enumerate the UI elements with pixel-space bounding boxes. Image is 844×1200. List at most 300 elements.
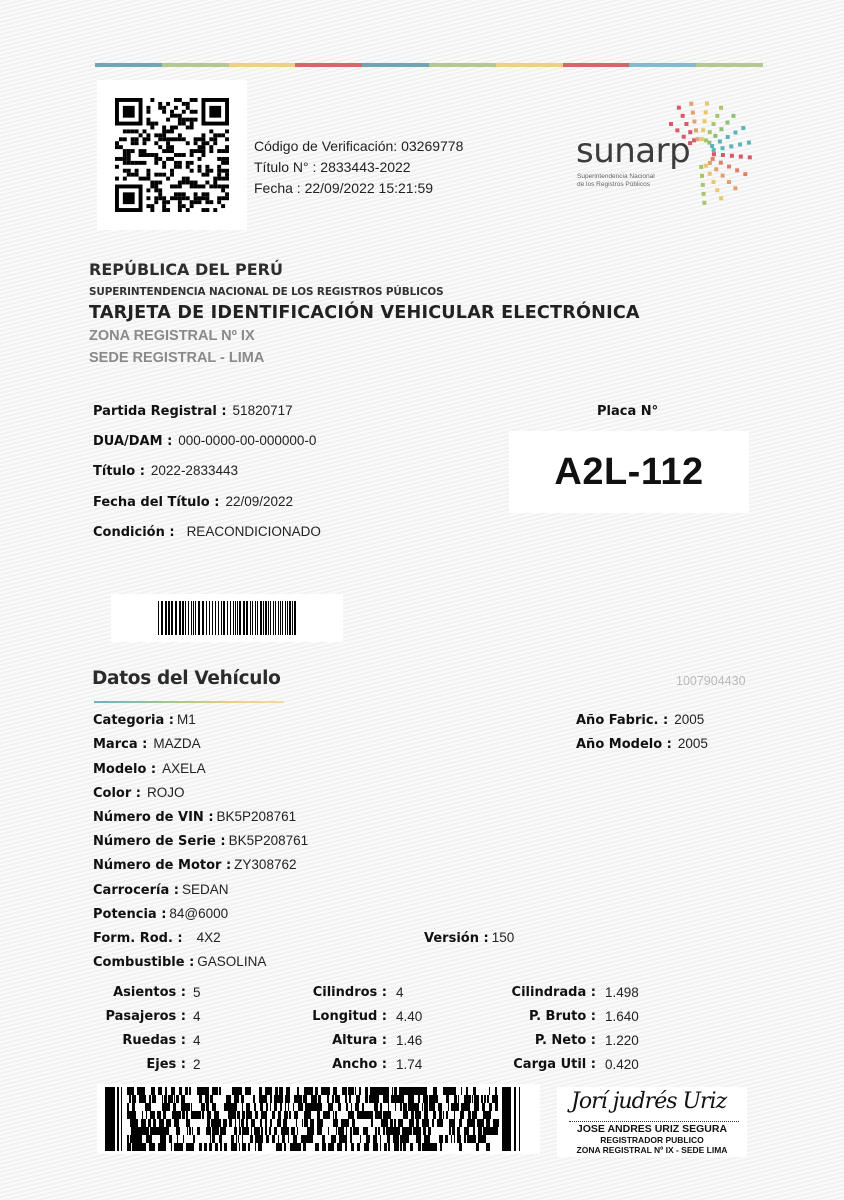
strip-segment [563, 63, 630, 67]
pdf-module [186, 1111, 188, 1119]
qr-module [178, 181, 182, 185]
pdf-module [255, 1143, 256, 1151]
qr-module [174, 126, 178, 130]
qr-module [201, 137, 205, 141]
pdf-module [168, 1095, 171, 1103]
pdf-module [208, 1127, 211, 1135]
pdf-module [476, 1143, 479, 1151]
pdf-module [276, 1095, 277, 1103]
pdf-module [414, 1087, 416, 1095]
pdf-module [423, 1095, 424, 1103]
vehicle-field [93, 833, 308, 849]
pdf-module [446, 1087, 449, 1095]
pdf-module [392, 1087, 393, 1095]
pdf-module [373, 1135, 374, 1143]
qr-module [131, 161, 135, 165]
pdf-module [406, 1135, 409, 1143]
pdf-module [419, 1135, 421, 1143]
pdf-module [135, 1095, 136, 1103]
pdf-module [228, 1111, 230, 1119]
qr-module [131, 149, 135, 153]
pdf-module [476, 1095, 479, 1103]
pdf-module [476, 1111, 477, 1119]
qr-code-icon [115, 98, 229, 212]
qr-module [135, 141, 139, 145]
pdf-module [171, 1095, 173, 1103]
pdf-module [278, 1135, 279, 1143]
field-label: Form. Rod. : [93, 931, 183, 946]
pdf-module [425, 1127, 426, 1135]
superintendencia-heading: SUPERINTENDENCIA NACIONAL DE LOS REGISTROS PÚBLICOS [89, 286, 444, 298]
pdf-module [154, 1143, 155, 1151]
spec-value [193, 1009, 201, 1025]
pdf-module [165, 1103, 167, 1111]
barcode-bar [263, 601, 264, 635]
pdf-module [285, 1119, 287, 1127]
pdf-module [127, 1087, 130, 1095]
pdf-module [349, 1095, 350, 1103]
pdf-module [336, 1087, 337, 1095]
pdf-module [346, 1087, 347, 1095]
qr-module [209, 169, 213, 173]
pdf-module [307, 1135, 309, 1143]
pdf-module [220, 1127, 222, 1135]
logo-subtitle [577, 173, 655, 189]
vehicle-field [93, 857, 296, 873]
field-label: Cilindrada : [511, 985, 596, 1000]
pdf-module [132, 1119, 133, 1127]
pdf-module [237, 1087, 239, 1095]
pdf417-barcode [97, 1084, 540, 1154]
pdf-module [171, 1087, 172, 1095]
pdf-module [135, 1111, 136, 1119]
qr-module [190, 204, 194, 208]
pdf-module [152, 1127, 155, 1135]
pdf-module [212, 1127, 214, 1135]
pdf-module [399, 1119, 400, 1127]
field-version [424, 930, 514, 946]
pdf-module [291, 1127, 293, 1135]
pdf-module [241, 1095, 244, 1103]
pdf-module [305, 1095, 306, 1103]
qr-finder [123, 192, 135, 204]
pdf-module [388, 1111, 391, 1119]
pdf-module [466, 1087, 468, 1095]
qr-module [205, 192, 209, 196]
field-value: 150 [491, 930, 515, 945]
pdf-module [350, 1127, 351, 1135]
qr-module [150, 181, 154, 185]
qr-module [158, 157, 162, 161]
qr-module [190, 110, 194, 114]
pdf-module [487, 1111, 489, 1119]
pdf-module [249, 1087, 251, 1095]
pdf-module [140, 1087, 143, 1095]
logo-dot [704, 110, 708, 114]
pdf-module [297, 1087, 298, 1095]
pdf-module [284, 1143, 286, 1151]
pdf-module [330, 1103, 333, 1111]
pdf-module [150, 1143, 152, 1151]
pdf-module [235, 1119, 236, 1127]
pdf-module [297, 1111, 298, 1119]
pdf-module [488, 1143, 490, 1151]
pdf-module [243, 1119, 244, 1127]
pdf-module [275, 1087, 278, 1095]
vehicle-field [93, 809, 296, 825]
pdf-module [358, 1103, 359, 1111]
pdf-module [274, 1103, 277, 1111]
pdf-module [245, 1143, 246, 1151]
pdf-module [127, 1111, 129, 1119]
barcode-bar [294, 601, 296, 635]
pdf-module [386, 1095, 389, 1103]
pdf-module [269, 1127, 271, 1135]
pdf-module [422, 1103, 423, 1111]
placa-label: Placa N° [597, 404, 659, 419]
qr-module [205, 196, 209, 200]
pdf-module [454, 1135, 455, 1143]
pdf-module [306, 1095, 307, 1103]
pdf-module [161, 1135, 162, 1143]
section-underline [94, 701, 284, 703]
pdf-module [202, 1111, 204, 1119]
pdf-module [446, 1135, 448, 1143]
pdf-module [158, 1143, 161, 1151]
qr-module [178, 114, 182, 118]
pdf-module [464, 1135, 466, 1143]
pdf-module [437, 1095, 438, 1103]
pdf-module [434, 1095, 437, 1103]
field-label: Carrocería : [93, 883, 179, 898]
pdf-module [247, 1103, 250, 1111]
pdf-module [381, 1119, 382, 1127]
pdf-module [442, 1119, 443, 1127]
pdf-module [166, 1095, 167, 1103]
qr-module [154, 153, 158, 157]
pdf-module [418, 1127, 421, 1135]
qr-module [178, 153, 182, 157]
pdf-module [379, 1111, 381, 1119]
logo-dot [696, 137, 700, 141]
qr-module [225, 137, 229, 141]
pdf-module [345, 1087, 346, 1095]
pdf-module [307, 1127, 310, 1135]
pdf-module [396, 1135, 399, 1143]
pdf-module [468, 1127, 469, 1135]
qr-module [170, 196, 174, 200]
pdf-module [265, 1127, 267, 1135]
pdf-module [384, 1143, 387, 1151]
logo-dot [684, 122, 688, 126]
qr-module [225, 192, 229, 196]
pdf-module [258, 1135, 260, 1143]
qr-module [170, 126, 174, 130]
barcode-bar [223, 601, 225, 635]
pdf-module [400, 1143, 402, 1151]
qr-module [158, 192, 162, 196]
pdf-module [480, 1119, 483, 1127]
verification-info [254, 136, 463, 199]
qr-module [201, 192, 205, 196]
pdf-module [400, 1087, 403, 1095]
pdf-module [145, 1119, 146, 1127]
pdf-module [388, 1103, 389, 1111]
qr-module [166, 145, 170, 149]
pdf-module [495, 1103, 498, 1111]
spec-label [146, 1057, 186, 1072]
pdf-module [294, 1095, 296, 1103]
pdf-module [312, 1135, 313, 1143]
pdf417-barcode-icon [105, 1087, 532, 1151]
pdf-module [449, 1087, 451, 1095]
pdf-module [454, 1111, 455, 1119]
strip-segment [429, 63, 496, 67]
pdf-module [429, 1103, 432, 1111]
pdf-module [401, 1119, 403, 1127]
pdf-module [176, 1095, 179, 1103]
pdf-module [335, 1095, 338, 1103]
field-value: 000-0000-00-000000-0 [178, 433, 317, 448]
pdf-module [148, 1103, 151, 1111]
pdf-module [398, 1119, 399, 1127]
pdf-module [304, 1111, 306, 1119]
pdf-module [357, 1127, 359, 1135]
pdf-module [410, 1143, 413, 1151]
pdf-module [285, 1095, 287, 1103]
pdf-module [131, 1127, 134, 1135]
pdf-module [490, 1103, 492, 1111]
pdf-module [440, 1143, 441, 1151]
pdf-module [366, 1111, 367, 1119]
qr-module [182, 177, 186, 181]
pdf-module [249, 1111, 250, 1119]
logo-dot [699, 165, 703, 169]
qr-module [162, 126, 166, 130]
pdf-module [148, 1119, 149, 1127]
pdf-module [134, 1135, 137, 1143]
pdf-module [185, 1087, 188, 1095]
barcode-bar [185, 601, 186, 635]
pdf-module [339, 1135, 342, 1143]
field-value: ROJO [147, 785, 185, 800]
pdf-module [307, 1103, 309, 1111]
pdf-module [261, 1095, 264, 1103]
field-label: Potencia : [93, 907, 167, 922]
qr-module [162, 149, 166, 153]
pdf-module [369, 1135, 370, 1143]
pdf-module [433, 1143, 435, 1151]
pdf-module [326, 1087, 327, 1095]
qr-module [186, 165, 190, 169]
pdf-module [394, 1087, 395, 1095]
pdf-module [143, 1095, 146, 1103]
qr-module [194, 200, 198, 204]
pdf-module [260, 1119, 262, 1127]
field-value: 22/09/2022 [225, 494, 294, 509]
qr-module [170, 137, 174, 141]
qr-module [201, 184, 205, 188]
pdf-module [217, 1143, 218, 1151]
pdf-module [199, 1095, 202, 1103]
qr-module [201, 173, 205, 177]
pdf-module [426, 1111, 428, 1119]
pdf-module [322, 1087, 323, 1095]
pdf-module [133, 1087, 134, 1095]
pdf-module [150, 1111, 153, 1119]
vehicle-field [93, 761, 206, 777]
pdf-module [406, 1087, 407, 1095]
pdf-module [396, 1127, 397, 1135]
pdf-start [105, 1087, 115, 1151]
spec-label [512, 985, 596, 1000]
pdf-module [407, 1087, 410, 1095]
pdf-module [346, 1095, 347, 1103]
qr-module [162, 200, 166, 204]
pdf-module [481, 1127, 482, 1135]
pdf-module [337, 1143, 340, 1151]
qr-module [146, 188, 150, 192]
field-value: 2005 [677, 736, 708, 751]
pdf-module [409, 1095, 411, 1103]
logo-dot [727, 180, 731, 184]
pdf-module [438, 1103, 441, 1111]
qr-module [194, 184, 198, 188]
qr-module [170, 157, 174, 161]
pdf-module [230, 1119, 232, 1127]
pdf-module [144, 1143, 146, 1151]
pdf-module [363, 1111, 366, 1119]
logo-dot [677, 106, 681, 110]
qr-module [162, 106, 166, 110]
pdf-module [325, 1143, 326, 1151]
pdf-module [161, 1127, 164, 1135]
spec-value [396, 1009, 422, 1025]
pdf-module [234, 1127, 237, 1135]
pdf-module [179, 1087, 182, 1095]
qr-module [143, 141, 147, 145]
qr-module [198, 157, 202, 161]
logo-dot [715, 188, 719, 192]
pdf-module [209, 1119, 210, 1127]
pdf-module [214, 1087, 215, 1095]
qr-module [182, 102, 186, 106]
pdf-module [357, 1111, 359, 1119]
pdf-module [260, 1143, 262, 1151]
qr-module [150, 98, 154, 102]
pdf-module [127, 1135, 129, 1143]
pdf-module [295, 1135, 297, 1143]
pdf-module [266, 1103, 268, 1111]
pdf-module [210, 1111, 211, 1119]
barcode-bar [237, 601, 238, 635]
pdf-module [405, 1111, 408, 1119]
barcode-bar [182, 601, 184, 635]
qr-module [174, 98, 178, 102]
pdf-module [483, 1135, 486, 1143]
pdf-module [427, 1103, 428, 1111]
pdf-module [288, 1135, 289, 1143]
pdf-module [297, 1127, 298, 1135]
barcode-bar [168, 601, 170, 635]
pdf-module [425, 1135, 428, 1143]
pdf-module [231, 1143, 234, 1151]
titulo-number: Título N° : 2833443-2022 [254, 159, 411, 175]
pdf-module [424, 1095, 426, 1103]
pdf-module [298, 1095, 299, 1103]
field-label: Modelo : [93, 762, 157, 777]
field-label: Longitud : [312, 1009, 387, 1024]
pdf-module [152, 1095, 155, 1103]
barcode-bar [246, 601, 248, 635]
pdf-module [165, 1087, 167, 1095]
pdf-module [189, 1087, 191, 1095]
barcode-bar [282, 601, 283, 635]
pdf-module [357, 1143, 359, 1151]
pdf-module [234, 1103, 237, 1111]
qr-module [150, 153, 154, 157]
qr-module [135, 129, 139, 133]
pdf-module [411, 1111, 414, 1119]
pdf-module [312, 1103, 315, 1111]
pdf-module [152, 1143, 153, 1151]
spec-label [535, 1033, 596, 1048]
vehicle-field [93, 736, 201, 752]
field-label: Ejes : [146, 1057, 186, 1072]
pdf-module [132, 1135, 134, 1143]
pdf-module [161, 1143, 164, 1151]
pdf-module [281, 1127, 283, 1135]
barcode-bar [233, 601, 234, 635]
pdf-module [187, 1127, 188, 1135]
pdf-module [136, 1127, 139, 1135]
pdf-module [408, 1095, 409, 1103]
pdf-module [167, 1103, 170, 1111]
qr-module [213, 133, 217, 137]
pdf-module [174, 1111, 176, 1119]
pdf-module [484, 1095, 486, 1103]
pdf-module [214, 1103, 215, 1111]
pdf-module [332, 1095, 334, 1103]
signer-name: JOSE ANDRES URIZ SEGURA [576, 1123, 728, 1135]
logo-dot [719, 106, 723, 110]
qr-module [158, 173, 162, 177]
pdf-module [153, 1143, 154, 1151]
strip-segment [629, 63, 696, 67]
logo-dot [702, 192, 706, 196]
qr-module [221, 169, 225, 173]
pdf-module [427, 1143, 429, 1151]
pdf-module [143, 1127, 146, 1135]
qr-module [143, 129, 147, 133]
pdf-module [259, 1095, 261, 1103]
pdf-module [458, 1135, 459, 1143]
qr-module [162, 173, 166, 177]
pdf-module [210, 1095, 211, 1103]
pdf-module [451, 1087, 453, 1095]
qr-module [166, 129, 170, 133]
qr-module [123, 161, 127, 165]
pdf-module [481, 1095, 483, 1103]
qr-module [162, 129, 166, 133]
pdf-module [409, 1119, 411, 1127]
pdf-module [317, 1127, 320, 1135]
pdf-module [493, 1127, 496, 1135]
pdf-module [342, 1135, 345, 1143]
pdf-module [265, 1119, 267, 1127]
qr-module [166, 177, 170, 181]
field-value: ZY308762 [234, 857, 297, 872]
